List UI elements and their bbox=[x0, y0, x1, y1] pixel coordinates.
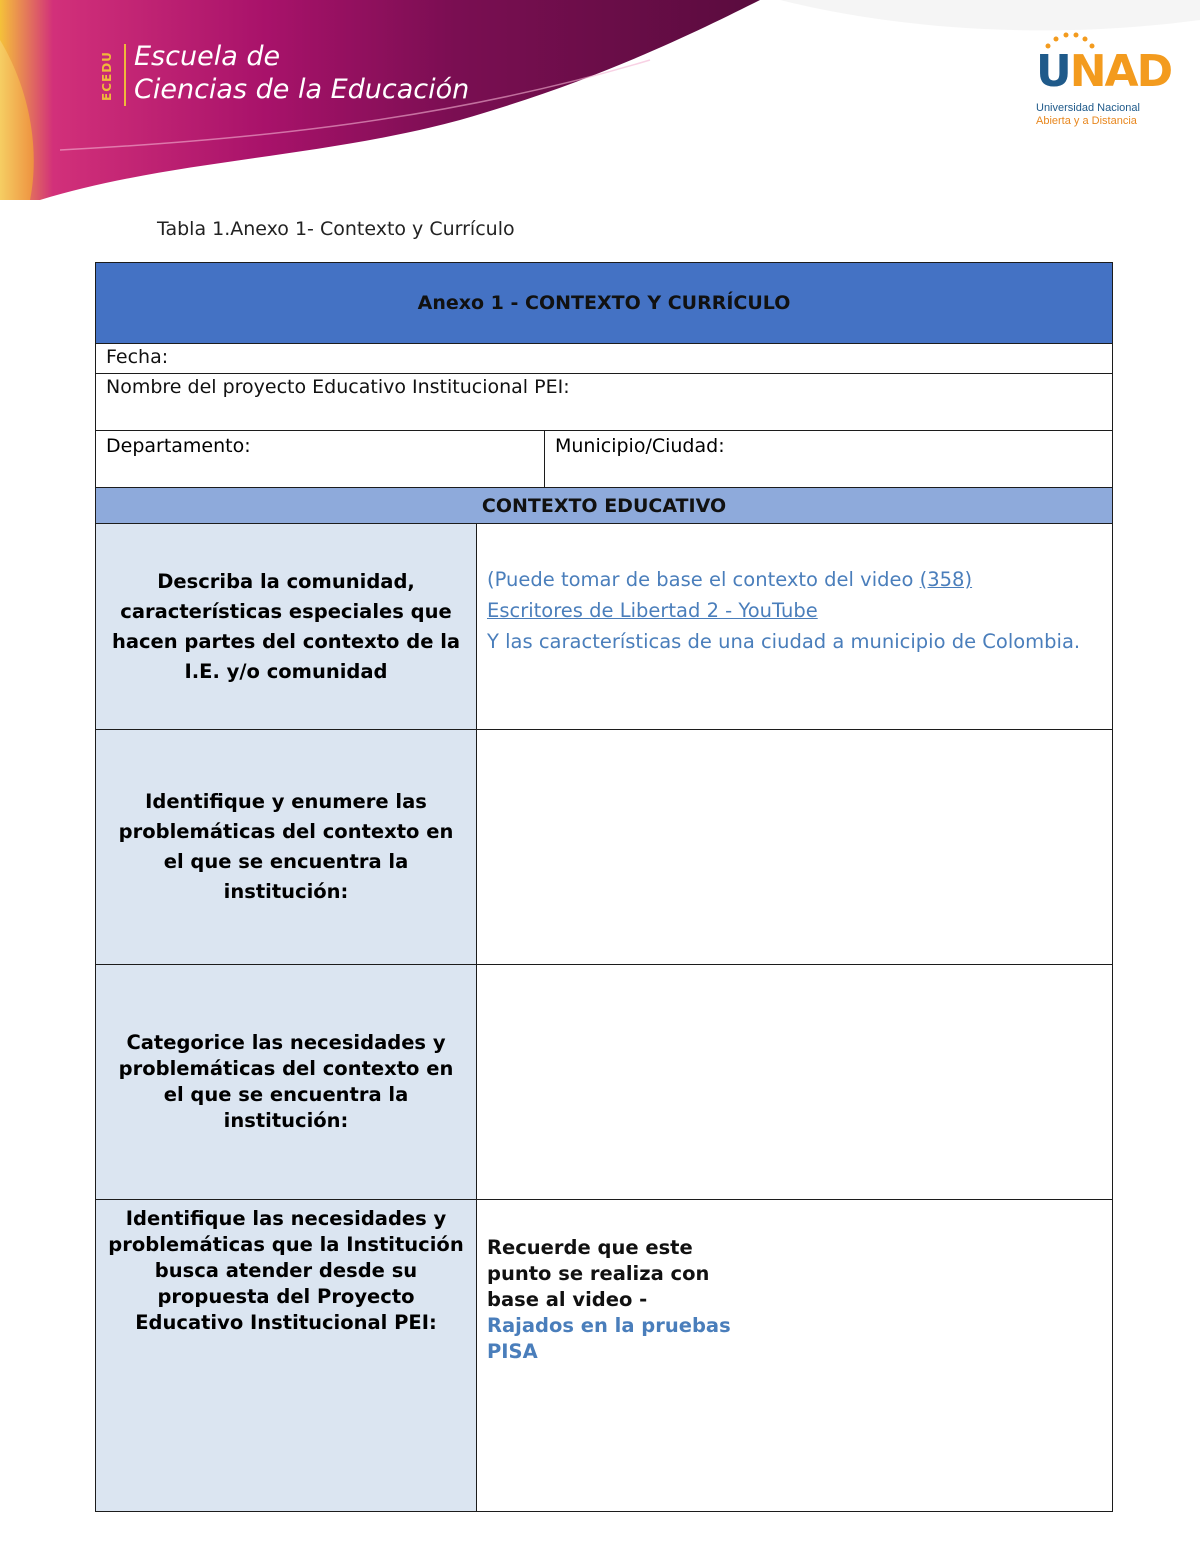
pisa-video-link-2[interactable]: PISA bbox=[487, 1340, 538, 1363]
logo-wordmark: UNAD bbox=[1036, 46, 1172, 97]
municipio-field[interactable] bbox=[545, 431, 735, 487]
section-title: CONTEXTO EDUCATIVO bbox=[96, 487, 1112, 523]
video-link[interactable]: (358) bbox=[919, 568, 973, 591]
location-row bbox=[96, 430, 1112, 487]
school-line-2: Ciencias de la Educación bbox=[134, 74, 470, 105]
table-row bbox=[96, 964, 1112, 1199]
fecha-label: Fecha: bbox=[106, 346, 169, 368]
question-cell: Identifique las necesidades y problemáticas que la Institución busca atender desde su propuesta del Proyecto Educativo Institucional PEI: bbox=[96, 1200, 477, 1511]
departamento-field[interactable] bbox=[96, 431, 545, 487]
logo-subtitle-2: Abierta y a Distancia bbox=[1036, 115, 1137, 127]
ecedu-divider bbox=[124, 44, 126, 106]
school-line-1: Escuela de bbox=[134, 41, 281, 72]
pisa-video-link[interactable]: Rajados en la pruebas bbox=[487, 1314, 731, 1337]
question-cell: Identifique y enumere las problemáticas del contexto en el que se encuentra la institución: bbox=[96, 730, 477, 964]
unad-logo bbox=[1036, 32, 1172, 132]
fecha-field[interactable] bbox=[96, 343, 1112, 373]
question-cell: Categorice las necesidades y problemáticas del contexto en el que se encuentra la institución: bbox=[96, 965, 477, 1199]
answer-cell[interactable] bbox=[477, 730, 1112, 964]
ecedu-label: ECEDU bbox=[100, 51, 114, 101]
video-link-title[interactable]: Escritores de Libertad 2 - YouTube bbox=[487, 599, 818, 622]
answer-note: Recuerde que este punto se realiza con base al video - Rajados en la pruebas PISA bbox=[487, 1235, 1102, 1365]
table-row bbox=[96, 523, 1112, 729]
table-row bbox=[96, 1199, 1112, 1511]
answer-cell[interactable] bbox=[477, 524, 1112, 729]
pei-name-field[interactable] bbox=[96, 373, 1112, 430]
departamento-label: Departamento: bbox=[106, 435, 251, 457]
school-name bbox=[134, 40, 469, 106]
answer-cell[interactable] bbox=[477, 1200, 1112, 1511]
municipio-label: Municipio/Ciudad: bbox=[555, 435, 725, 457]
question-cell: Describa la comunidad, características especiales que hacen partes del contexto de la I.E. y/o comunidad bbox=[96, 524, 477, 729]
table-row bbox=[96, 729, 1112, 964]
logo-subtitle-1: Universidad Nacional bbox=[1036, 102, 1140, 114]
answer-cell[interactable] bbox=[477, 965, 1112, 1199]
answer-hint: (Puede tomar de base el contexto del video (358) Escritores de Libertad 2 - YouTube Y las características de una ciudad a municipio de Colombia. bbox=[487, 568, 1081, 653]
context-table bbox=[95, 262, 1113, 1512]
table-title: Anexo 1 - CONTEXTO Y CURRÍCULO bbox=[96, 263, 1112, 343]
table-caption: Tabla 1.Anexo 1- Contexto y Currículo bbox=[157, 218, 515, 240]
pei-label: Nombre del proyecto Educativo Institucional PEI: bbox=[106, 376, 570, 398]
